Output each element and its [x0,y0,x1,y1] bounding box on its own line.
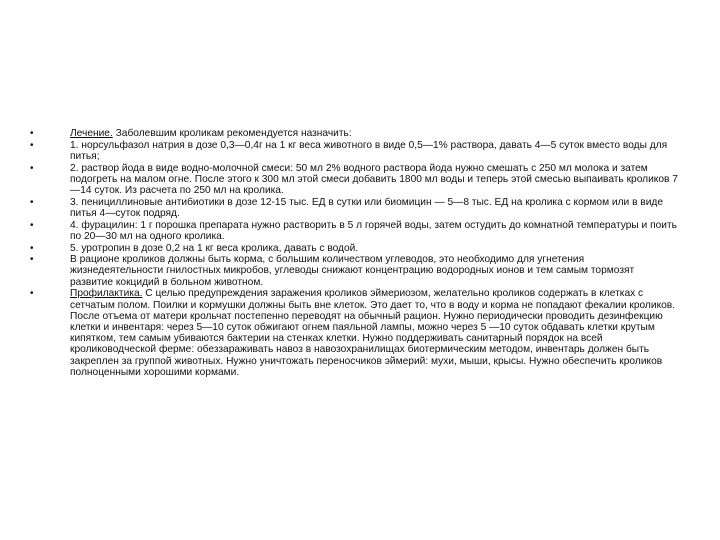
iodine-text: 2. раствор йода в виде водно-молочной смеси: 50 мл 2% водного раствора йода нужно смешать с 250 мл молока и затем подогреть на малом огне. После этого к 300 мл этой смеси добавить 1800 мл воды и теперь этой смесью выпаивать кроликов 7—14 суток. Из расчета по 250 мл на кролика. [70,162,678,197]
list-item-treatment [30,128,680,139]
list-item-urotropin [30,243,680,254]
list-item-diet [30,254,680,288]
bullet-dot: • [30,288,34,300]
list-item-antibiotics [30,197,680,219]
prevention-text: С целью предупреждения заражения кроликов эймериозом, желательно кроликов содержать в клетках с сетчатым полом. Поилки и кормушки должны быть вне клеток. Это дает то, что в воду и корма не попадают фекалии кроликов. После отъема от матери крольчат постепенно переводят на обычный рацион. Нужно периодически проводить дезинфекцию клетки и инвентаря: через 5—10 суток обжигают огнем паяльной лампы, можно через 5 —10 суток обдавать клетки крутым кипятком, тем самым убиваются бактерии на стенках клетки. Нужно поддерживать санитарный порядок на всей кролиководческой ферме: обеззараживать навоз в навозохранилищах биотермическим методом, инвентарь должен быть закреплен за группой животных. Нужно уничтожать переносчиков эймерий: мухи, мыши, крысы. Нужно обеспечить кроликов полноценными хорошими кормами. [70,288,676,378]
list-item-norsulfazol [30,140,680,162]
treatment-intro-text: Заболевшим кроликам рекомендуется назначить: [112,128,352,139]
diet-text: В рационе кроликов должны быть корма, с большим количеством углеводов, это необходимо для угнетения жизнедеятельности гнилостных микробов, углеводы снижают концентрацию водородных ионов и тем самым тормозят развитие кокцидий в больном животном. [70,254,635,288]
list-item-prevention [30,288,680,378]
bullet-dot: • [30,242,34,254]
norsulfazol-text: 1. норсульфазол натрия в дозе 0,3—0,4г на 1 кг веса животного в виде 0,5—1% раствора, давать 4—5 суток вместо воды для питья; [70,139,668,162]
list-item-furacilin [30,220,680,242]
bullet-dot: • [30,196,34,208]
bullet-dot: • [30,162,34,174]
bullet-list [30,128,680,378]
antibiotics-text: 3. пенициллиновые антибиотики в дозе 12-15 тыс. ЕД в сутки или биомицин — 5—8 тыс. ЕД на кролика с кормом или в виде питья 4—суток подряд. [70,196,664,219]
treatment-heading: Лечение. [70,128,113,139]
urotropin-text: 5. уротропин в дозе 0,2 на 1 кг веса кролика, давать с водой. [70,242,359,254]
bullet-dot: • [30,219,34,231]
list-item-iodine [30,163,680,197]
bullet-dot: • [30,139,34,151]
bullet-dot: • [30,128,34,139]
prevention-heading: Профилактика. [70,288,143,300]
furacilin-text: 4. фурацилин: 1 г порошка препарата нужно растворить в 5 л горячей воды, затем остудить до комнатной температуры и поить по 20—30 мл на одного кролика. [70,219,677,242]
bullet-dot: • [30,254,34,266]
